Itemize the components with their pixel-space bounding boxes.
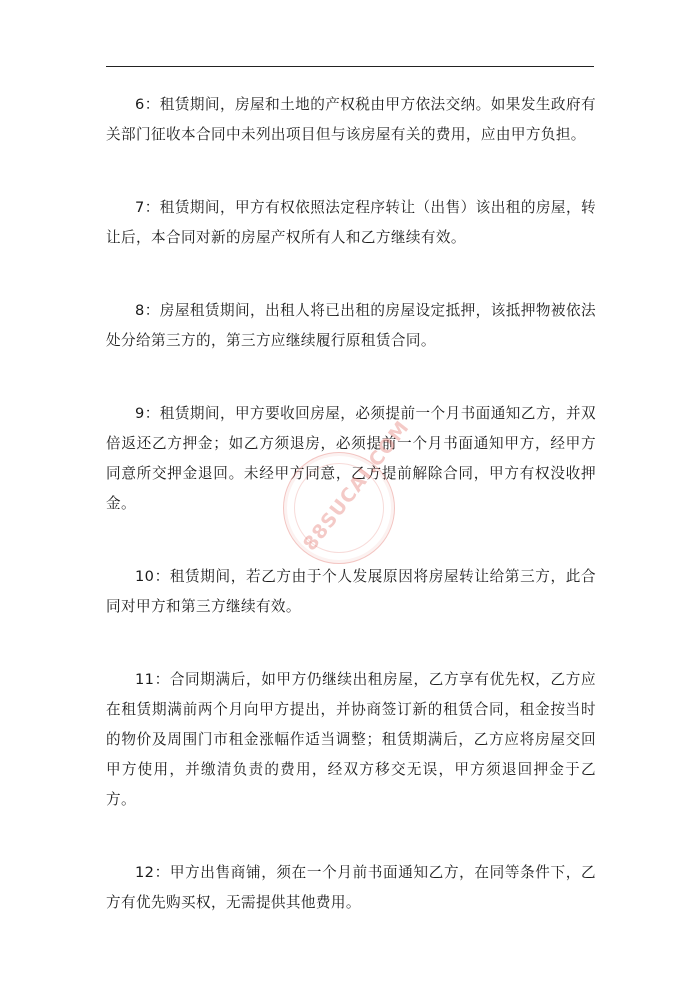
clause-7: 7：租赁期间，甲方有权依照法定程序转让（出售）该出租的房屋，转让后，本合同对新的房屋产权所有人和乙方继续有效。: [106, 199, 596, 246]
watermark-stamp: [283, 416, 414, 564]
clause-8: 8：房屋租赁期间，出租人将已出租的房屋设定抵押，该抵押物被依法处分给第三方的，第三方应继续履行原租赁合同。: [106, 302, 596, 349]
header-rule: [106, 66, 594, 67]
clause-10: 10：租赁期间，若乙方由于个人发展原因将房屋转让给第三方，此合同对甲方和第三方继续有效。: [106, 568, 596, 615]
watermark-text: 88SUCAI.COM: [298, 416, 414, 555]
clause-6: 6：租赁期间，房屋和土地的产权税由甲方依法交纳。如果发生政府有关部门征收本合同中未列出项目但与该房屋有关的费用，应由甲方负担。: [106, 96, 596, 143]
clause-12: 12：甲方出售商铺，须在一个月前书面通知乙方，在同等条件下，乙方有优先购买权，无需提供其他费用。: [106, 864, 596, 911]
clause-11: 11：合同期满后，如甲方仍继续出租房屋，乙方享有优先权，乙方应在租赁期满前两个月向甲方提出，并协商签订新的租赁合同，租金按当时的物价及周围门市租金涨幅作适当调整；租赁期满后，乙方应将房屋交回甲方使用，并缴清负责的费用，经双方移交无误，甲方须退回押金于乙方。: [106, 671, 596, 808]
clause-9: 9：租赁期间，甲方要收回房屋，必须提前一个月书面通知乙方，并双倍返还乙方押金；如乙方须退房，必须提前一个月书面通知甲方，经甲方同意所交押金退回。未经甲方同意，乙方提前解除合同，甲方有权没收押金。: [106, 405, 596, 512]
